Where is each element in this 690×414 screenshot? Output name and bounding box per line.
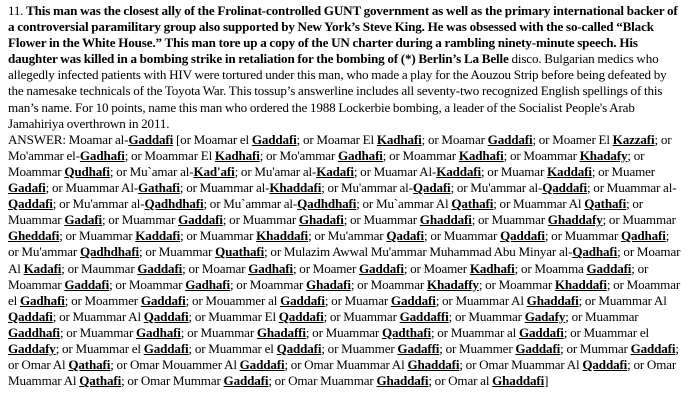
answer-required-part: Qudhafi: [64, 163, 110, 179]
answer-text-segment: ; or Omar Muammar: [268, 373, 377, 389]
answer-text-segment: ; or Omar Muammar Al: [8, 357, 677, 389]
answer-text-segment: ; or Omar Al: [8, 340, 679, 373]
answer-required-part: Khadaffy: [426, 276, 479, 292]
answer-text-segment: ; or Muammar al-: [179, 180, 270, 196]
answer-text-segment: ; or Mouammer al: [185, 292, 281, 308]
answer-text-segment: ; or Moamar: [421, 131, 488, 147]
answer-required-part: Gadafi: [64, 212, 102, 228]
answer-text-segment: ; or Mummar: [560, 340, 631, 356]
answer-text-segment: ; or Muamar Al-: [353, 163, 437, 179]
answer-required-part: Qaddafi: [8, 308, 53, 324]
answer-required-part: Gaddafi: [630, 340, 676, 356]
answer-required-part: Gadhafi: [248, 260, 293, 276]
answer-text-segment: ; or Muammar Al-: [45, 180, 139, 196]
answer-required-part: Gheddafi: [8, 228, 60, 244]
answer-text-segment: ; or Moammar: [8, 147, 645, 179]
answer-text-segment: ; or Mo'ammar: [259, 147, 338, 163]
answer-required-part: Kadhafi: [214, 147, 260, 163]
answer-required-part: Gaddafi: [128, 131, 174, 147]
answer-text-segment: ; or Mu'ammar: [308, 228, 387, 244]
answer-required-part: Qadhafi: [572, 244, 618, 260]
answer-required-part: Kadhafi: [469, 260, 515, 276]
answer-required-part: Kadafi: [23, 260, 62, 276]
answer-required-part: Gaddafi: [390, 292, 436, 308]
answer-text-segment: ; or Muamar: [480, 163, 548, 179]
question-power-text: This man was the closest ally of the Frolinat-controlled GUNT government as well as the primary international backer of a controversial paramilitary group also supported by New York’s Steve King. He was obsessed with the so-called “Black Flower in the White House.” This man tore up a copy of the UN charter during a rambling ninety-minute speech. His daughter was killed in a bombing strike in retaliation for the bombing of (*) Berlin’s: [8, 3, 678, 67]
answer-required-part: Kadafi: [316, 163, 354, 179]
answer-required-part: Qadhdhafi: [297, 196, 357, 212]
answer-required-part: Qadhdhafi: [79, 244, 140, 260]
answer-required-part: Qadhafi: [620, 228, 666, 244]
answer-text-segment: [or Moamar el: [173, 131, 252, 147]
answer-required-part: Qathafi: [584, 196, 627, 212]
answer-required-part: Gaddhafi: [8, 324, 60, 340]
answer-text-segment: ; or Moammar el: [8, 276, 681, 308]
answer-text-segment: ; or Omar al: [428, 373, 493, 389]
answer-required-part: Gaddafi: [140, 292, 186, 308]
answer-required-part: Quathafi: [215, 244, 265, 260]
answer-required-part: Qadafi: [412, 180, 451, 196]
answer-required-part: Khadafy: [579, 147, 628, 163]
answer-text-segment: ; or Moammar: [350, 276, 427, 292]
answer-text-segment: ; or Muammer: [321, 340, 398, 356]
answer-required-part: Ghaddafi: [526, 292, 579, 308]
answer-required-part: Gadafy: [524, 308, 566, 324]
answer-required-part: Gaddafi: [586, 260, 632, 276]
answer-required-part: Ghadaffi: [256, 324, 306, 340]
answer-text-segment: ; or Muammar: [448, 308, 525, 324]
answer-text-segment: ; or Moamer: [403, 260, 470, 276]
answer-required-part: Qaddafi: [500, 228, 545, 244]
answer-text-segment: ; or Muammar: [343, 212, 420, 228]
answer-text-segment: ; or Muammar: [222, 212, 299, 228]
answer-required-part: Kad'afi: [193, 163, 235, 179]
answer-required-part: Ghaddafi: [376, 373, 429, 389]
answer-text-segment: ; or Mulazim Awwal Mu'ammar Muhammad Abu Minyar al-: [264, 244, 573, 260]
question-number: 11.: [8, 3, 24, 18]
answer-text-segment: ; or Muammar: [602, 212, 676, 228]
answer-text-segment: ; or Mu'amar al-: [234, 163, 317, 179]
answer-text-segment: ; or Muammar: [59, 228, 136, 244]
answer-required-part: Gaddafi: [359, 260, 404, 276]
answer-text-segment: ; or Muammar al: [430, 324, 519, 340]
answer-required-part: Khaddafi: [269, 180, 322, 196]
answer-text-segment: ; or Moamar Al: [8, 244, 681, 276]
answer-required-part: Gathafi: [138, 180, 180, 196]
answer-text-segment: ; or Mu'ammar al-: [52, 196, 145, 212]
answer-paragraph: [8, 132, 682, 390]
answer-text-segment: ; or Moamer El: [532, 131, 613, 147]
answer-required-part: Kazzafi: [612, 131, 655, 147]
answer-text-segment: ; or Muammar el: [55, 340, 144, 356]
answer-text-segment: ; or Mu`amar al-: [109, 163, 194, 179]
answer-text-segment: ; or Muammar: [139, 244, 216, 260]
answer-required-part: Gadhafi: [185, 276, 230, 292]
answer-required-part: Kadhafi: [458, 147, 504, 163]
answer-required-part: Gaddafi: [239, 357, 285, 373]
answer-required-part: Gaddafi: [515, 340, 561, 356]
answer-required-part: Khaddafi: [554, 276, 607, 292]
answer-text-segment: ; or Mu`ammar al-: [203, 196, 298, 212]
answer-text-segment: ; or Muammar Al: [52, 308, 144, 324]
answer-text-segment: ; or Moamer: [292, 260, 360, 276]
answer-text-segment: ; or Muammar: [323, 308, 400, 324]
answer-required-part: Gadhafi: [337, 147, 383, 163]
answer-required-part: Gaddafi: [178, 212, 223, 228]
answer-required-part: Qathafi: [79, 373, 122, 389]
answer-required-part: Qadafi: [386, 228, 425, 244]
answer-text-segment: ; or Omar Muammar Al: [459, 357, 583, 373]
answer-required-part: Gaddaffi: [399, 308, 449, 324]
answer-required-part: Ghaddafi: [419, 212, 472, 228]
answer-required-part: Qaddafi: [8, 196, 53, 212]
answer-text-segment: ; or Moammar: [229, 276, 307, 292]
question-text-segment: disco. Bulgarian medics who allegedly infected patients with HIV were tortured under this man, who made a play for the Aouzou Strip before being defeated by the namesake technicals of the Toyota War. This tossup’s answerline includes all seventy-two recognized English spellings of this man’s name. For 10 points, name this man who ordered the 1988 Lockerbie bombing, a leader of the Socialist People's Arab Jamahiriya overthrown in 2011.: [8, 51, 667, 131]
answer-required-part: Gadhafi: [79, 147, 125, 163]
answer-required-part: Ghadafi: [298, 212, 344, 228]
answer-text-segment: ; or Mu`ammar Al: [356, 196, 452, 212]
answer-text-segment: ; or Muammar: [59, 324, 136, 340]
answer-text-segment: ; or Mo'ammar el-: [8, 131, 672, 163]
answer-required-part: Kaddafi: [135, 228, 181, 244]
answer-required-part: Gaddafi: [64, 276, 110, 292]
answer-text-segment: ; or Mu'ammar: [8, 228, 670, 260]
answer-text-segment: ; or Mu'ammar al-: [321, 180, 413, 196]
answer-text-segment: ; or Moammar: [382, 147, 459, 163]
answer-text-segment: ; or Moammar: [503, 147, 580, 163]
answer-text-segment: ; or Muamar: [324, 292, 391, 308]
answer-required-part: Gadhafi: [19, 292, 65, 308]
answer-required-part: Gaddafi: [487, 131, 533, 147]
answer-required-part: Ghaddafy: [547, 212, 603, 228]
answer-text-segment: ; or Muammar: [305, 324, 382, 340]
answer-required-part: Qaddafi: [276, 340, 322, 356]
answer-required-part: Kaddafi: [547, 163, 592, 179]
answer-text-segment: ; or Muammar: [471, 212, 548, 228]
answer-text-segment: ; or Omar Mouammer Al: [110, 357, 240, 373]
answer-required-part: Gadafi: [8, 180, 46, 196]
answer-text-segment: ; or Muammar Al: [435, 292, 527, 308]
answer-required-part: Qaddafi: [278, 308, 324, 324]
answer-text-segment: ; or Muammar: [8, 196, 643, 228]
answer-required-part: Ghaddafi: [492, 373, 545, 389]
answer-text-segment: ; or Muammar Al: [578, 292, 667, 308]
answer-text-segment: ; or Muammar el: [563, 324, 649, 340]
answer-required-part: Khaddafi: [256, 228, 309, 244]
answer-text-segment: ; or Muamer: [591, 163, 656, 179]
answer-required-part: Ghadafi: [306, 276, 351, 292]
answer-required-part: Qathafi: [68, 357, 111, 373]
answer-text-segment: ; or Moammar: [109, 276, 186, 292]
answer-text-segment: ; or Muammar: [544, 228, 621, 244]
answer-text-segment: ; or Muammar El: [188, 308, 279, 324]
answer-text-segment: ; or Moamma: [514, 260, 587, 276]
answer-required-part: Gaddafi: [251, 131, 297, 147]
answer-text-segment: ; or Mu'ammar al-: [450, 180, 543, 196]
answer-required-part: Gaddafi: [143, 340, 189, 356]
answer-text-segment: ; or Moammer: [64, 292, 141, 308]
answer-text-segment: ANSWER: Moamar al-: [8, 131, 129, 147]
answer-required-part: Gadhafi: [136, 324, 181, 340]
answer-text-segment: ; or Muammar: [180, 228, 257, 244]
answer-required-part: Kadhafi: [376, 131, 422, 147]
answer-required-part: Gadaffi: [397, 340, 440, 356]
answer-required-part: Gaddafy: [8, 340, 56, 356]
answer-text-segment: ; or Muammar el: [188, 340, 277, 356]
answer-required-part: Qadhdhafi: [144, 196, 204, 212]
answer-required-part: Gaddafi: [223, 373, 269, 389]
answer-text-segment: ; or Muammar: [424, 228, 501, 244]
answer-text-segment: ; or Maummar: [61, 260, 138, 276]
answer-text-segment: ; or Muammer: [439, 340, 516, 356]
answer-text-segment: ; or Muammar al-: [587, 180, 677, 196]
answer-text-segment: ; or Muammar: [102, 212, 179, 228]
answer-text-segment: ; or Muammar: [565, 308, 639, 324]
answer-required-part: Qaddafi: [582, 357, 628, 373]
answer-required-part: Gaddafi: [137, 260, 183, 276]
answer-text-segment: ; or Moamar El: [296, 131, 377, 147]
answer-text-segment: ; or Omar Mummar: [121, 373, 224, 389]
answer-required-part: Ghaddafi: [407, 357, 460, 373]
answer-required-part: Qadthafi: [381, 324, 431, 340]
answer-text-segment: ; or Muammar Al: [493, 196, 585, 212]
answer-required-part: Gaddafi: [518, 324, 564, 340]
answer-text-segment: ; or Moamar: [182, 260, 249, 276]
answer-text-segment: ; or Muammar: [180, 324, 257, 340]
answer-text-segment: ; or Moammar: [8, 260, 649, 292]
answer-required-part: Qaddafi: [542, 180, 587, 196]
answer-text-segment: ; or Omar Muammar Al: [284, 357, 408, 373]
answer-required-part: Qaddafi: [143, 308, 189, 324]
answer-text-segment: ; or Moammar El: [124, 147, 215, 163]
answer-text-segment: ; or Moammar: [478, 276, 555, 292]
question-italic-title: La Belle: [463, 51, 509, 67]
answer-required-part: Kaddafi: [436, 163, 481, 179]
question-paragraph: [8, 3, 682, 132]
answer-required-part: Qathafi: [451, 196, 494, 212]
answer-required-part: Gaddafi: [280, 292, 325, 308]
answer-text-segment: ]: [544, 373, 549, 389]
